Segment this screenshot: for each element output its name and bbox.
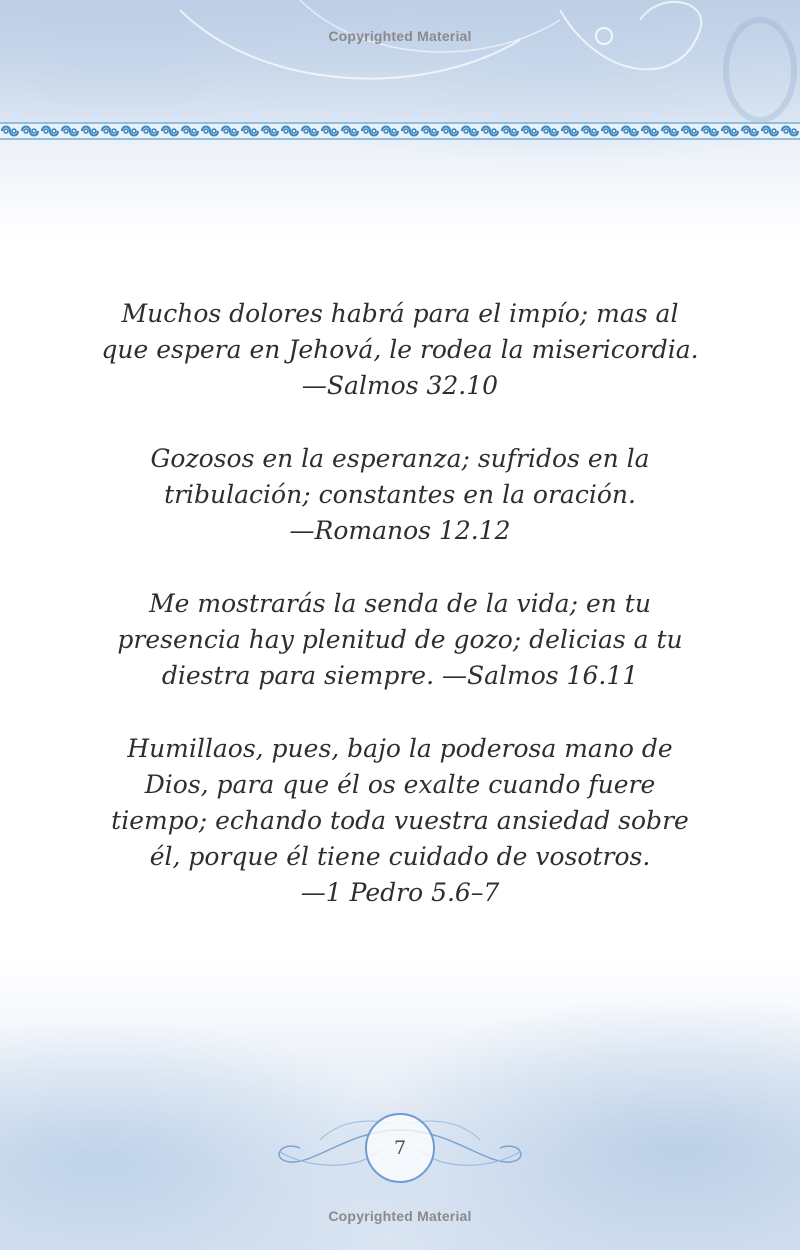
verse-line: Humillaos, pues, bajo la poderosa mano de: [127, 734, 673, 763]
page-number: 7: [393, 1137, 407, 1159]
verse-line: Dios, para que él os exalte cuando fuere: [144, 770, 656, 799]
verse-line: que espera en Jehová, le rodea la misericordia.: [101, 335, 699, 364]
verse-line: Me mostrarás la senda de la vida; en tu: [149, 589, 651, 618]
verse-line: tribulación; constantes en la oración.: [164, 480, 636, 509]
decorative-border-strip: [0, 122, 800, 140]
verse-1-pedro-5-6-7: [100, 731, 700, 911]
verse-line: él, porque él tiene cuidado de vosotros.: [149, 842, 651, 871]
verse-line: tiempo; echando toda vuestra ansiedad sobre: [111, 806, 689, 835]
verse-line: Muchos dolores habrá para el impío; mas al: [121, 299, 679, 328]
verse-salmos-32-10: [100, 296, 700, 404]
verse-salmos-16-11: [100, 586, 700, 694]
verse-reference: —Romanos 12.12: [289, 516, 511, 545]
verse-line: presencia hay plenitud de gozo; delicias a tu: [117, 625, 683, 654]
verse-reference: —Salmos 32.10: [301, 371, 499, 400]
verse-romanos-12-12: [100, 441, 700, 549]
copyright-notice-bottom: Copyrighted Material: [328, 1208, 472, 1224]
verse-line: Gozosos en la esperanza; sufridos en la: [150, 444, 650, 473]
verse-line: diestra para siempre. —Salmos 16.11: [161, 661, 639, 690]
header-swirl-decoration: [0, 0, 800, 124]
copyright-notice-top: Copyrighted Material: [328, 28, 472, 44]
verse-reference: —1 Pedro 5.6–7: [300, 878, 500, 907]
verse-list: [100, 296, 700, 948]
